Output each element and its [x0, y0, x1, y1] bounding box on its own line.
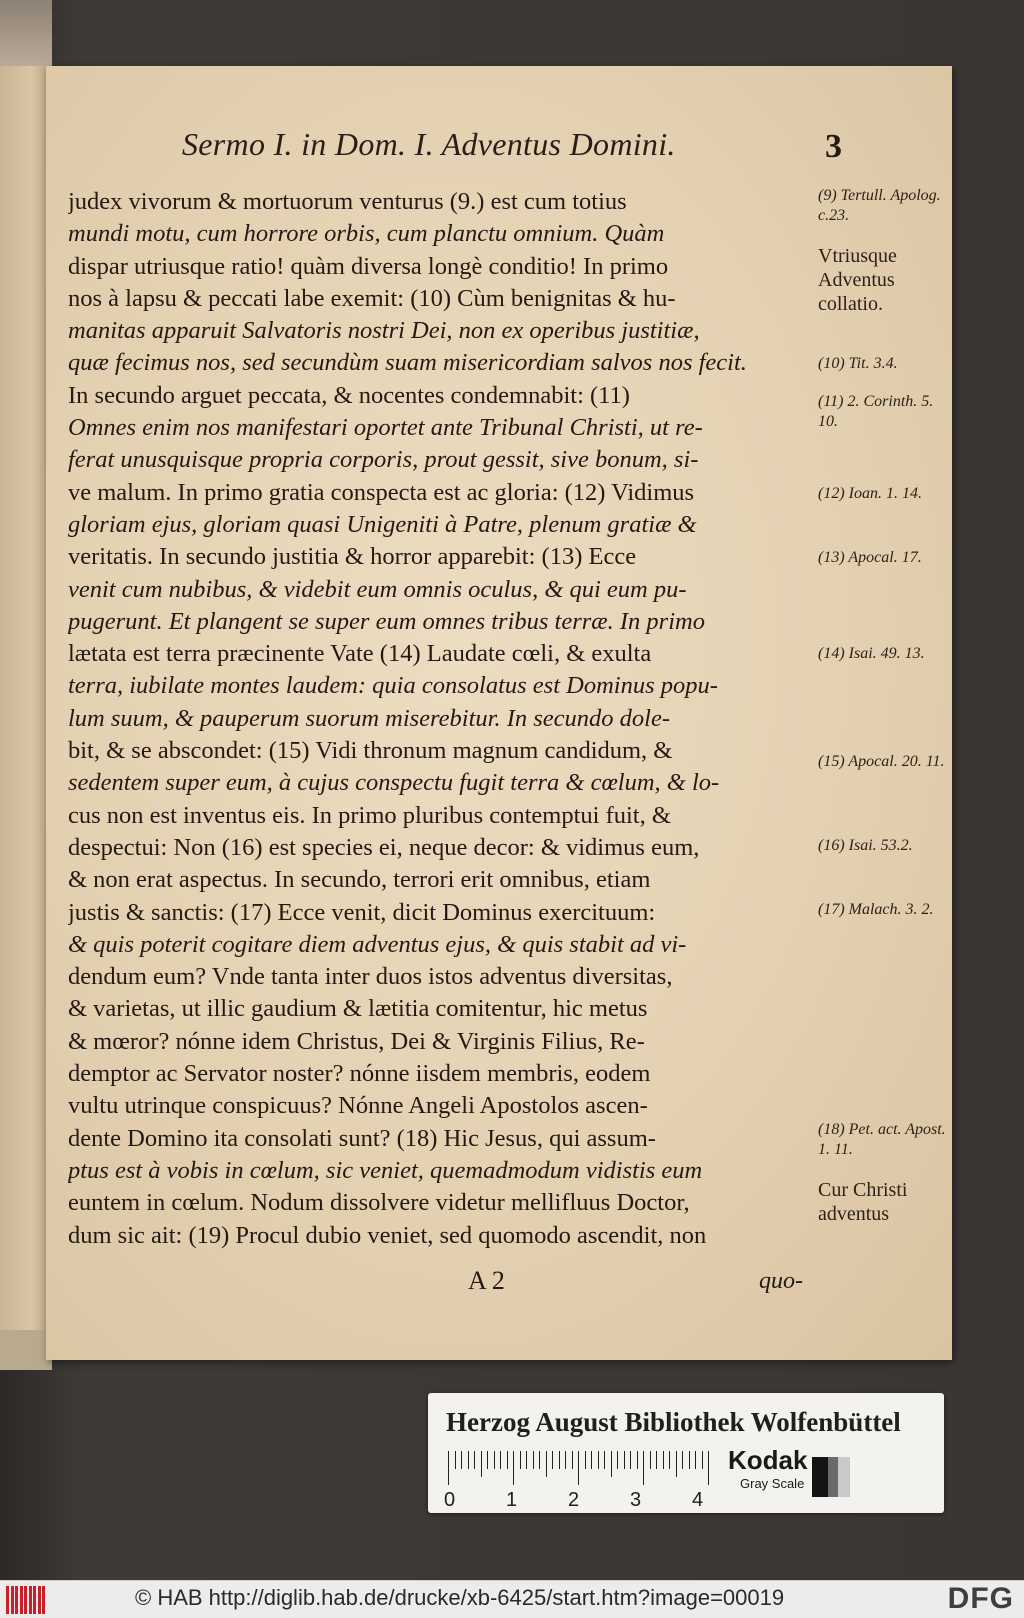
text-line: nos à lapsu & peccati labe exemit: (10) Cùm benignitas & hu-	[68, 284, 676, 312]
barcode-bar	[6, 1586, 9, 1614]
ruler-tick	[591, 1451, 592, 1469]
margin-note: (17) Malach. 3. 2.	[818, 901, 934, 918]
margin-note: (14) Isai. 49. 13.	[818, 645, 925, 662]
text-line: demptor ac Servator noster? nónne iisdem membris, eodem	[68, 1060, 651, 1088]
ruler-number: 1	[506, 1489, 518, 1511]
running-head: Sermo I. in Dom. I. Adventus Domini.	[182, 126, 676, 162]
text-line: ptus est à vobis in cœlum, sic veniet, quemadmodum vidistis eum	[68, 1156, 703, 1184]
margin-note: (13) Apocal. 17.	[818, 549, 922, 566]
ruler-tick	[650, 1451, 651, 1469]
ruler-tick	[468, 1451, 469, 1469]
ruler-tick	[520, 1451, 521, 1469]
ruler-tick	[526, 1451, 527, 1469]
library-name: Herzog August Bibliothek Wolfenbüttel	[446, 1407, 901, 1437]
text-line: In secundo arguet peccata, & nocentes condemnabit: (11)	[68, 381, 630, 409]
text-line: lum suum, & pauperum suorum miserebitur. In secundo dole-	[68, 704, 671, 732]
color-target-card	[428, 1393, 944, 1513]
ruler-tick	[682, 1451, 683, 1469]
gray-swatch-light	[838, 1457, 850, 1497]
ruler-tick	[624, 1451, 625, 1469]
signature-mark: A 2	[468, 1266, 505, 1295]
ruler-tick	[461, 1451, 462, 1469]
ruler-tick	[630, 1451, 631, 1469]
barcode-bar	[33, 1586, 36, 1614]
ruler-number: 2	[568, 1489, 580, 1511]
text-line: dendum eum? Vnde tanta inter duos istos adventus diversitas,	[68, 963, 673, 991]
gray-swatch-dark	[828, 1457, 838, 1497]
text-line: euntem in cœlum. Nodum dissolvere videtur mellifluus Doctor,	[68, 1189, 690, 1217]
footer-bar	[0, 1580, 1024, 1618]
page-header	[182, 126, 842, 174]
barcode-bar	[38, 1586, 41, 1614]
gray-scale-label: Gray Scale	[740, 1476, 805, 1491]
text-line: ve malum. In primo gratia conspecta est ac gloria: (12) Vidimus	[68, 478, 695, 506]
ruler-tick	[669, 1451, 670, 1469]
margin-note: (10) Tit. 3.4.	[818, 355, 898, 372]
text-line: vultu utrinque conspicuus? Nónne Angeli Apostolos ascen-	[68, 1092, 648, 1120]
margin-note: (11) 2. Corinth. 5. 10.	[818, 393, 934, 430]
ruler-tick	[689, 1451, 690, 1469]
ruler-tick	[663, 1451, 664, 1469]
ruler-tick	[513, 1451, 514, 1485]
ruler-tick	[695, 1451, 696, 1469]
page-foot	[68, 1266, 803, 1302]
page-number: 3	[825, 128, 842, 165]
text-line: lætata est terra præcinente Vate (14) Laudate cœli, & exulta	[68, 640, 652, 668]
text-line: cus non est inventus eis. In primo pluribus contemptui fuit, &	[68, 801, 671, 829]
margin-note: (16) Isai. 53.2.	[818, 837, 913, 854]
margin-note: Cur Christi adventus	[818, 1179, 908, 1225]
ruler-tick	[481, 1451, 482, 1477]
margin-note: (12) Ioan. 1. 14.	[818, 485, 922, 502]
margin-note: (9) Tertull. Apolog. c.23.	[818, 187, 941, 224]
ruler-tick	[539, 1451, 540, 1469]
barcode-bar	[42, 1586, 45, 1614]
text-line: venit cum nubibus, & videbit eum omnis oculus, & qui eum pu-	[68, 575, 687, 603]
ruler-tick	[572, 1451, 573, 1469]
text-line: quæ fecimus nos, sed secundùm suam misericordiam salvos nos fecit.	[68, 349, 747, 377]
text-line: & quis poterit cogitare diem adventus ejus, & quis stabit ad vi-	[68, 930, 687, 958]
scale-ruler	[444, 1451, 718, 1511]
barcode-bar	[11, 1586, 14, 1614]
text-line: & non erat aspectus. In secundo, terrori erit omnibus, etiam	[68, 866, 651, 894]
text-line: despectui: Non (16) est species ei, neque decor: & vidimus eum,	[68, 833, 700, 861]
ruler-tick	[578, 1451, 579, 1485]
text-line: Omnes enim nos manifestari oportet ante Tribunal Christi, ut re-	[68, 414, 703, 442]
ruler-number: 3	[630, 1489, 642, 1511]
ruler-tick	[552, 1451, 553, 1469]
barcode-icon	[6, 1586, 46, 1614]
barcode-bar	[29, 1586, 32, 1614]
margin-note: (15) Apocal. 20. 11.	[818, 753, 945, 770]
text-line: sedentem super eum, à cujus conspectu fugit terra & cœlum, & lo-	[68, 769, 720, 797]
copyright-url[interactable]: © HAB http://diglib.hab.de/drucke/xb-6425/start.htm?image=00019	[135, 1585, 785, 1610]
book-page	[46, 66, 952, 1360]
ruler-tick	[643, 1451, 644, 1485]
ruler-tick	[585, 1451, 586, 1469]
text-line: gloriam ejus, gloriam quasi Unigeniti à Patre, plenum gratiæ &	[68, 510, 697, 538]
barcode-bar	[24, 1586, 27, 1614]
ruler-tick	[474, 1451, 475, 1469]
ruler-tick	[533, 1451, 534, 1469]
gray-swatch-black	[812, 1457, 828, 1497]
ruler-tick	[559, 1451, 560, 1469]
ruler-tick	[617, 1451, 618, 1469]
ruler-tick	[702, 1451, 703, 1469]
ruler-tick	[448, 1451, 449, 1485]
ruler-tick	[546, 1451, 547, 1477]
text-line: manitas apparuit Salvatoris nostri Dei, non ex operibus justitiæ,	[68, 317, 700, 345]
margin-note: (18) Pet. act. Apost. 1. 11.	[818, 1121, 946, 1158]
text-line: dispar utriusque ratio! quàm diversa longè conditio! In primo	[68, 252, 669, 280]
ruler-number: 0	[444, 1489, 456, 1511]
text-line: judex vivorum & mortuorum venturus (9.) est cum totius	[68, 188, 627, 215]
prev-page-bottom	[0, 1330, 52, 1370]
ruler-tick	[455, 1451, 456, 1469]
ruler-tick	[500, 1451, 501, 1469]
ruler-tick	[507, 1451, 508, 1469]
catchword: quo-	[759, 1268, 803, 1294]
ruler-tick	[494, 1451, 495, 1469]
ruler-number: 4	[692, 1489, 704, 1511]
barcode-bar	[15, 1586, 18, 1614]
prev-page-fold	[0, 0, 52, 66]
text-line: mundi motu, cum horrore orbis, cum planctu omnium. Quàm	[68, 220, 665, 248]
text-line: dente Domino ita consolati sunt? (18) Hic Jesus, qui assum-	[68, 1124, 656, 1152]
ruler-tick	[708, 1451, 709, 1485]
kodak-logo: Kodak	[728, 1445, 808, 1475]
text-line: bit, & se abscondet: (15) Vidi thronum magnum candidum, &	[68, 737, 673, 765]
ruler-tick	[637, 1451, 638, 1469]
text-line: & mœror? nónne idem Christus, Dei & Virginis Filius, Re-	[68, 1027, 645, 1055]
margin-note: Vtriusque Adventus collatio.	[818, 245, 897, 315]
dfg-logo: DFG	[947, 1582, 1014, 1615]
ruler-tick	[487, 1451, 488, 1469]
ruler-tick	[598, 1451, 599, 1469]
text-line: pugerunt. Et plangent se super eum omnes tribus terræ. In primo	[68, 607, 705, 635]
text-line: terra, iubilate montes laudem: quia consolatus est Dominus popu-	[68, 672, 718, 700]
ruler-tick	[611, 1451, 612, 1477]
prev-page-edge	[0, 66, 52, 1356]
text-line: ferat unusquisque propria corporis, prout gessit, sive bonum, si-	[68, 446, 699, 474]
text-line: dum sic ait: (19) Procul dubio veniet, sed quomodo ascendit, non	[68, 1221, 707, 1249]
ruler-tick	[676, 1451, 677, 1477]
text-line: veritatis. In secundo justitia & horror apparebit: (13) Ecce	[68, 543, 637, 571]
body-text	[68, 186, 803, 1252]
text-line: & varietas, ut illic gaudium & lætitia comitentur, hic metus	[68, 995, 648, 1023]
ruler-tick	[604, 1451, 605, 1469]
ruler-tick	[656, 1451, 657, 1469]
text-line: justis & sanctis: (17) Ecce venit, dicit Dominus exercituum:	[68, 898, 656, 926]
ruler-tick	[565, 1451, 566, 1469]
barcode-bar	[20, 1586, 23, 1614]
